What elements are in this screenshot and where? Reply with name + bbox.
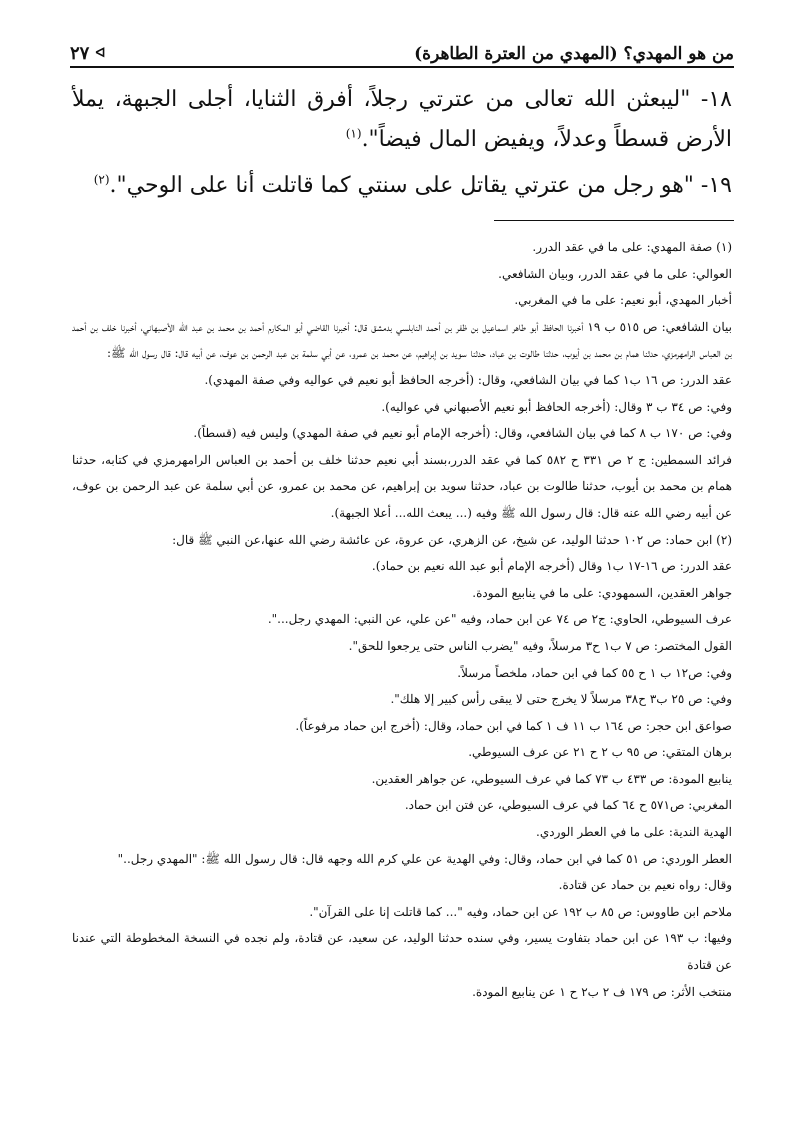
footnote-line: وفي: ص ٢٥ ب٣ ح٣٨ مرسلاً لا يخرج حتى لا يبقى رأس كبير إلا هلك". [390, 692, 732, 707]
footnote-line: العطر الوردي: ص ٥١ كما في ابن حماد، وقال: وفي الهدية عن علي كرم الله وجهه قال: قال رسول الله ﷺ: "المهدي رجل.." [117, 851, 732, 866]
hadith-18 [72, 80, 732, 160]
footnote-line: أخبار المهدي، أبو نعيم: على ما في المغربي. [514, 293, 732, 308]
main-text [72, 80, 732, 206]
footnote-separator [494, 220, 734, 221]
footnote-ref: (٢) [93, 172, 110, 187]
page-marker-icon: ᐊ [95, 46, 106, 61]
footnote-line: وفيها: ب ١٩٣ عن ابن حماد بتفاوت يسير، وفي سنده حدثنا الوليد، عن سعيد، عن قتادة، ولم نجده في النسخة المخطوطة التي عندنا عن قتادة [72, 931, 733, 973]
footnote-line: المغربي: ص٥٧١ ح ٦٤ كما في عرف السيوطي، عن فتن ابن حماد. [404, 798, 732, 813]
footnotes [72, 234, 732, 1005]
footnote-line: بيان الشافعي: ص ٥١٥ ب ١٩ أخبرنا الحافظ أبو طاهر اسماعيل بن ظفر بن أحمد النابلسي بدمشق قال: أخبرنا القاضي أبو المكارم أحمد بن محمد بن عبد الله الأصبهاني، أخبرنا خلف بن أحمد بن العباس الرامهرمزي، حدثنا همام بن محمد بن أيوب، حدثنا طالوت بن عباد، حدثنا سويد بن إبراهيم، عن محمد بن عمرو، عن أبي سلمة بن عبد الرحمن بن عوف، عن أبيه قال: قال رسول الله ﷺ: [72, 319, 732, 361]
footnote-line: فرائد السمطين: ج ٢ ص ٣٣١ ح ٥٨٢ كما في عقد الدرر،بسند أبي نعيم حدثنا خلف بن أحمد بن العباس الرامهرمزي في كتابه، حدثنا همام بن محمد بن أيوب، حدثنا طالوت بن عباد، حدثنا سويد بن إبراهيم، عن محمد بن عمرو، عن أبي سلمة عن عبد الرحمن بن عوف، عن أبيه رضي الله عنه قال: قال رسول الله ﷺ وفيه (... يبعث الله... أعلا الجبهة). [72, 452, 733, 520]
page-number: ٢٧ [70, 43, 90, 64]
footnote-line: برهان المتقي: ص ٩٥ ب ٢ ح ٢١ عن عرف السيوطي. [468, 745, 732, 760]
hadith-text: "ليبعثن الله تعالى من عترتي رجلاً، أفرق الثنايا، أجلى الجبهة، يملأ الأرض قسطاً وعدلاً، ويفيض المال فيضاً". [72, 87, 732, 152]
footnote-line: ينابيع المودة: ص ٤٣٣ ب ٧٣ كما في عرف السيوطي، عن جواهر العقدين. [371, 771, 732, 786]
footnote-line: عرف السيوطي، الحاوي: ج٢ ص ٧٤ عن ابن حماد، وفيه "عن علي، عن النبي: المهدي رجل...". [267, 612, 732, 627]
footnote-line: (٢) ابن حماد: ص ١٠٢ حدثنا الوليد، عن شيخ، عن الزهري، عن عروة، عن عائشة رضي الله عنها،عن النبي ﷺ قال: [172, 532, 732, 547]
footnote-line: (١) صفة المهدي: على ما في عقد الدرر. [532, 240, 732, 254]
header-rule [70, 66, 734, 68]
footnote-line: العوالي: على ما في عقد الدرر، وبيان الشافعي. [498, 266, 732, 281]
footnote-line: ملاحم ابن طاووس: ص ٨٥ ب ١٩٢ عن ابن حماد، وفيه "... كما قاتلت إنا على القرآن". [309, 904, 732, 919]
footnote-ref: (١) [345, 126, 362, 141]
footnote-line: جواهر العقدين، السمهودي: على ما في ينابيع المودة. [472, 585, 732, 600]
footnote-line: صواعق ابن حجر: ص ١٦٤ ب ١١ ف ١ كما في ابن حماد، وقال: (أخرج ابن حماد مرفوعاً). [295, 718, 732, 733]
header-page-number [70, 43, 105, 64]
footnote-line: عقد الدرر: ص ١٦-١٧ ب١ وقال (أخرجه الإمام أبو عبد الله نعيم بن حماد). [371, 559, 732, 574]
footnote-line: الهدية الندية: على ما في العطر الوردي. [536, 825, 732, 840]
header-title: من هو المهدي؟ (المهدي من العترة الطاهرة) [414, 44, 734, 64]
hadith-19 [72, 166, 732, 206]
footnote-line: عقد الدرر: ص ١٦ ب١ كما في بيان الشافعي، وقال: (أخرجه الحافظ أبو نعيم في عواليه وفي صفة المهدي). [204, 372, 732, 387]
footnote-line: وفي: ص ٣٤ ب ٣ وقال: (أخرجه الحافظ أبو نعيم الأصبهاني في عواليه). [381, 399, 732, 414]
hadith-number: ١٨- [690, 87, 732, 112]
footnote-line: وفي: ص١٢ ب ١ ح ٥٥ كما في ابن حماد، ملخصاً مرسلاً. [457, 665, 732, 680]
footnote-line: القول المختصر: ص ٧ ب١ ح٣ مرسلاً، وفيه "يضرب الناس حتى يرجعوا للحق". [348, 638, 732, 653]
footnote-line: وقال: رواه نعيم بن حماد عن قتادة. [558, 878, 732, 893]
hadith-number: ١٩- [693, 173, 732, 198]
running-header [70, 34, 734, 64]
footnote-line: وفي: ص ١٧٠ ب ٨ كما في بيان الشافعي، وقال: (أخرجه الإمام أبو نعيم في صفة المهدي) وليس فيه (قسطاً). [193, 426, 732, 441]
hadith-text: "هو رجل من عترتي يقاتل على سنتي كما قاتلت أنا على الوحي". [109, 173, 694, 198]
footnote-line: منتخب الأثر: ص ١٧٩ ف ٢ ب٢ ح ١ عن ينابيع المودة. [472, 984, 732, 999]
